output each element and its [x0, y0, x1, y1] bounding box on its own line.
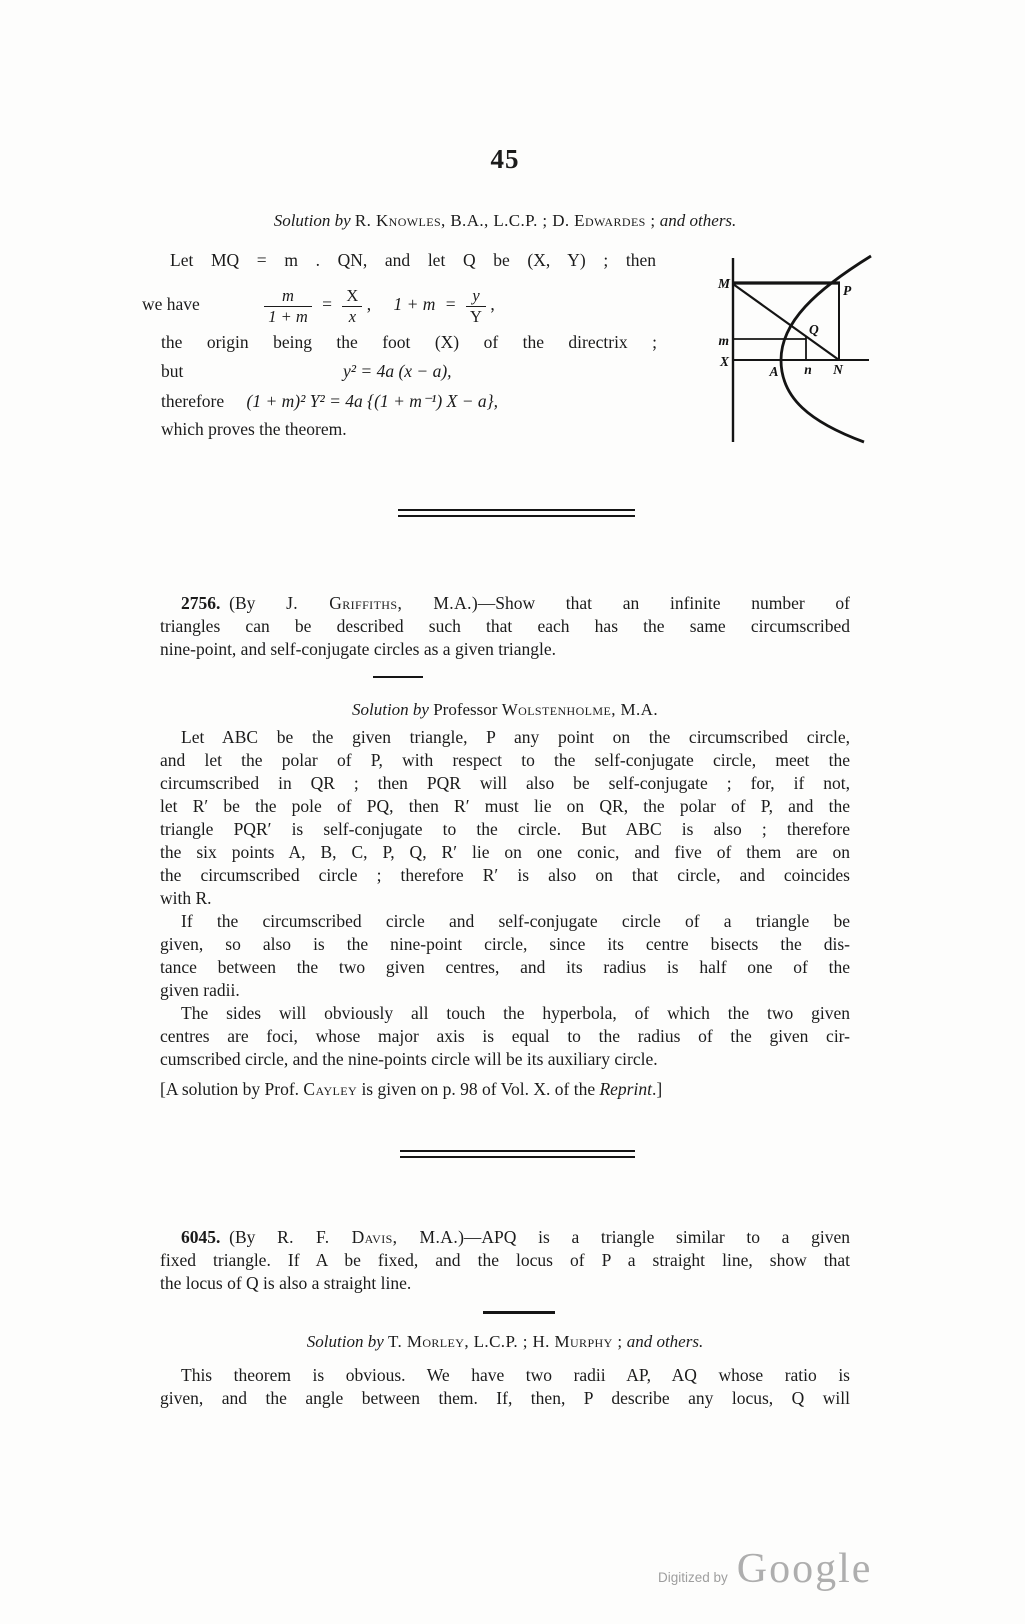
byline-names: T. Morley, L.C.P. ; H. Murphy ;	[388, 1332, 623, 1351]
problem-text: )—APQ is a triangle similar to a given	[458, 1227, 850, 1247]
therefore-row	[161, 390, 498, 413]
one-plus-m: 1 + m	[393, 294, 436, 315]
knowles-line-6: which proves the theorem.	[161, 419, 347, 439]
we-have-label: we have	[142, 294, 200, 315]
paragraph-line: If the circumscribed circle and self-conjugate circle of a triangle be	[181, 911, 850, 931]
fraction-X-over-x: $\frac{X}{x}$	[342, 287, 362, 326]
problem-number: 2756.	[181, 593, 221, 613]
problem-author: J. Griffiths, M.A.	[286, 593, 472, 613]
paragraph-line: This theorem is obvious. We have two radii AP, AQ whose ratio is	[181, 1365, 850, 1385]
wolstenholme-solution	[160, 726, 850, 1101]
diagram-label-n: n	[804, 362, 812, 377]
problem-2756	[160, 592, 850, 661]
diagram-label-X: X	[719, 354, 729, 369]
paragraph-line: given, and the angle between them. If, then, P describe any locus, Q will	[160, 1388, 850, 1408]
problem-text: )—Show that an infinite number of	[471, 593, 850, 613]
knowles-byline	[160, 211, 850, 231]
line-MN	[733, 284, 839, 360]
digitization-watermark	[658, 1545, 872, 1593]
section-divider	[400, 1150, 635, 1158]
problem-author: R. F. Davis, M.A.	[277, 1227, 459, 1247]
digitized-by-label: Digitized by	[658, 1570, 728, 1585]
cayley-note	[160, 1078, 850, 1101]
problem-6045	[160, 1226, 850, 1295]
note-mid: is given on p. 98 of Vol. X. of the	[357, 1079, 600, 1099]
byline-suffix: and others.	[622, 1332, 704, 1351]
morley-byline	[160, 1332, 850, 1352]
fraction-y-over-Y: $\frac{y}{Y}$	[466, 287, 486, 326]
note-open: [A solution by Prof.	[160, 1079, 304, 1099]
byline-prefix: Solution by	[306, 1332, 388, 1351]
paragraph-line: Let ABC be the given triangle, P any point on the circumscribed circle,	[181, 727, 850, 747]
note-title: Reprint	[599, 1079, 652, 1099]
wolstenholme-byline	[160, 700, 850, 720]
fraction-m-over-1pm: $\frac{m}{1 + m}$	[264, 287, 312, 326]
paragraph-line: The sides will obviously all touch the hyperbola, of which the two given	[181, 1003, 850, 1023]
byline-prefix: Solution by	[273, 211, 355, 230]
parabola-diagram	[688, 250, 906, 450]
paragraph-line: and let the polar of P, with respect to the self-conjugate circle, meet the	[160, 750, 850, 770]
problem-number: 6045.	[181, 1227, 221, 1247]
problem-6045-line-1	[160, 1226, 850, 1249]
by-open: (By	[220, 1227, 278, 1247]
morley-solution	[160, 1364, 850, 1410]
paragraph-line: given radii.	[160, 980, 240, 1000]
diagram-label-M: M	[717, 276, 730, 291]
paragraph-line: cumscribed circle, and the nine-points circle will be its auxiliary circle.	[160, 1049, 658, 1069]
problem-6045-line-3: the locus of Q is also a straight line.	[160, 1273, 412, 1293]
byline-prefix: Solution by	[352, 700, 434, 719]
byline-names: R. Knowles, B.A., L.C.P. ; D. Edwardes ;	[354, 211, 656, 230]
comma-2: ,	[490, 294, 495, 315]
section-divider	[398, 509, 635, 517]
equals-sign-2: =	[445, 294, 456, 315]
knowles-formula-row	[142, 287, 495, 326]
diagram-label-N: N	[833, 362, 843, 377]
note-name: Cayley	[303, 1079, 358, 1099]
paragraph-line: circumscribed in QR ; then PQR will also be self-conjugate ; for, if not,	[160, 773, 850, 793]
note-close: .]	[651, 1079, 663, 1099]
but-label: but	[161, 361, 184, 381]
diagram-label-P: P	[843, 283, 852, 298]
google-logo: Google	[736, 1546, 873, 1592]
paragraph-line: the six points A, B, C, P, Q, R′ lie on one conic, and five of them are on	[160, 842, 850, 862]
paragraph-line: let R′ be the pole of PQ, then R′ must lie on QR, the polar of P, and the	[160, 796, 850, 816]
knowles-line-3: the origin being the foot (X) of the directrix ;	[161, 332, 657, 352]
page-number: 45	[490, 144, 520, 174]
equals-sign: =	[322, 294, 333, 315]
therefore-label: therefore	[161, 391, 225, 411]
paragraph-line: centres are foci, whose major axis is equal to the radius of the given cir-	[160, 1026, 850, 1046]
short-rule	[373, 676, 423, 678]
diagram-label-A: A	[769, 364, 779, 379]
byline-professor: Professor	[433, 700, 502, 719]
comma: ,	[366, 294, 372, 315]
problem-2756-line-2: triangles can be described such that each has the same circumscribed	[160, 616, 850, 636]
byline-name: Wolstenholme, M.A.	[501, 700, 658, 719]
diagram-label-Q: Q	[809, 322, 819, 337]
paragraph-line: with R.	[160, 888, 212, 908]
problem-2756-line-1	[160, 592, 850, 615]
therefore-equation: (1 + m)² Y² = 4a {(1 + m⁻¹) X − a},	[246, 391, 498, 411]
diagram-label-m: m	[718, 333, 729, 348]
problem-6045-line-2: fixed triangle. If A be fixed, and the locus of P a straight line, show that	[160, 1250, 850, 1270]
knowles-line-1: Let MQ = m . QN, and let Q be (X, Y) ; then	[170, 250, 656, 270]
paragraph-line: the circumscribed circle ; therefore R′ is also on that circle, and coincides	[160, 865, 850, 885]
problem-2756-line-3: nine-point, and self-conjugate circles as a given triangle.	[160, 639, 557, 659]
paragraph-line: triangle PQR′ is self-conjugate to the circle. But ABC is also ; therefore	[160, 819, 850, 839]
but-equation: y² = 4a (x − a),	[343, 361, 452, 381]
by-open: (By	[220, 593, 287, 613]
paragraph-line: given, so also is the nine-point circle, since its centre bisects the dis-	[160, 934, 850, 954]
byline-suffix: and others.	[655, 211, 737, 230]
short-rule	[483, 1311, 555, 1314]
paragraph-line: tance between the two given centres, and its radius is half one of the	[160, 957, 850, 977]
